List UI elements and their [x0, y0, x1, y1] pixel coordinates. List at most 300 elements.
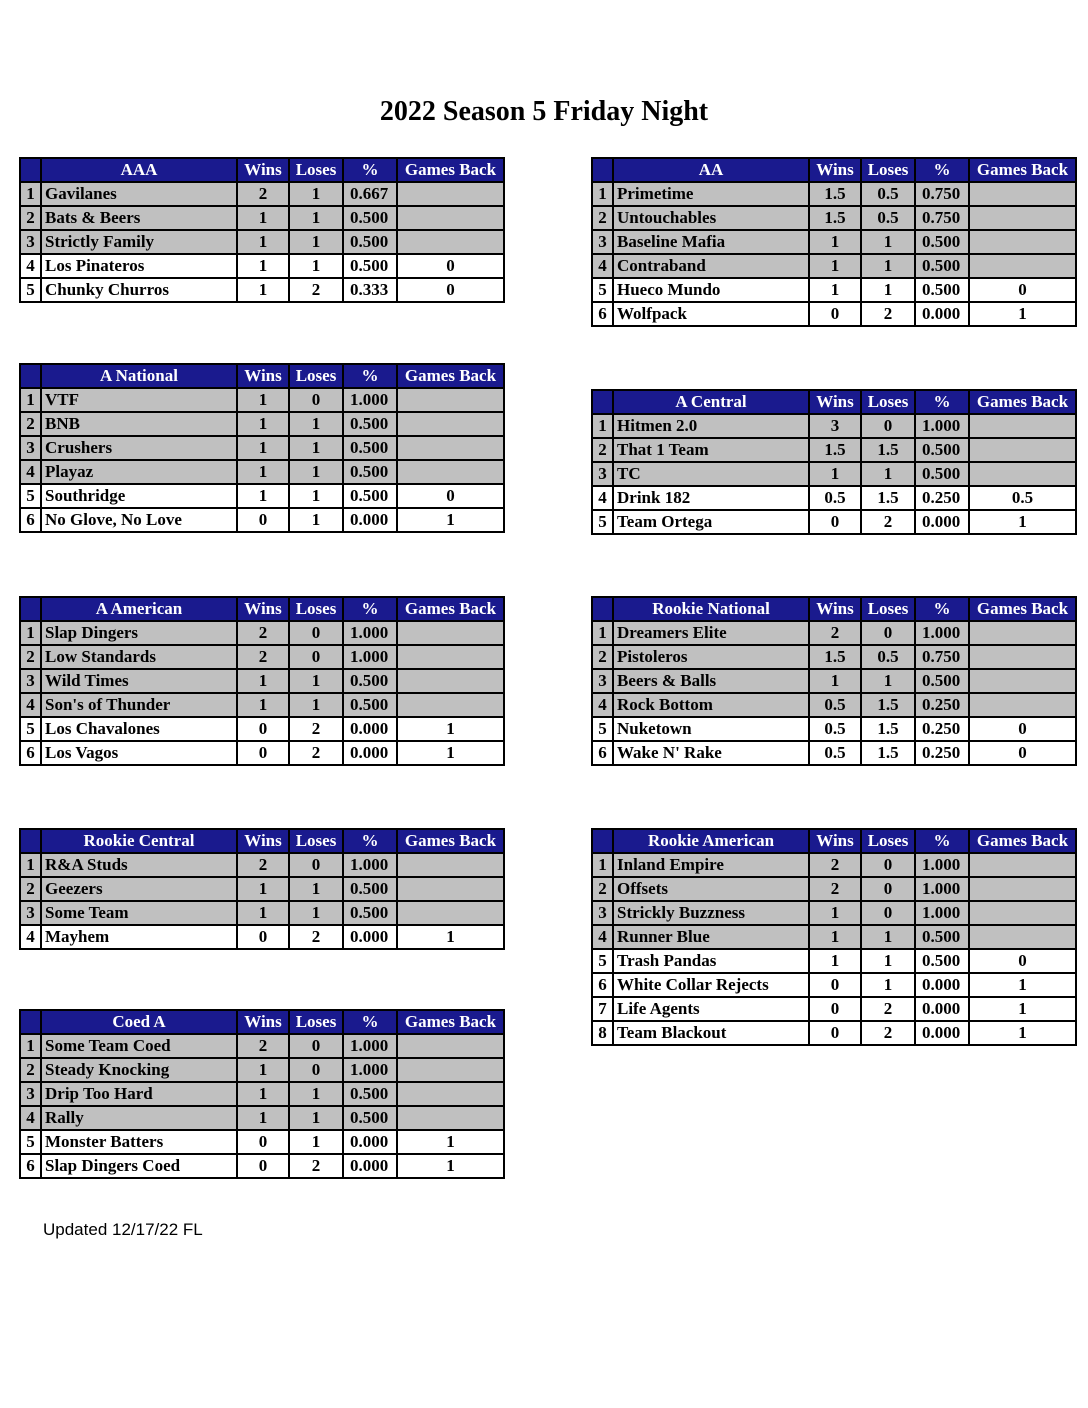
games-back-cell [397, 1106, 504, 1130]
games-back-cell: 0 [397, 484, 504, 508]
loses-cell: 1 [289, 901, 343, 925]
pct-cell: 0.000 [343, 925, 397, 949]
team-name: Life Agents [613, 997, 809, 1021]
standings-table-coed-a [19, 1009, 505, 1179]
team-name: Strictly Family [41, 230, 237, 254]
wins-cell: 0 [809, 973, 861, 997]
loses-cell: 1.5 [861, 741, 915, 765]
table-row [20, 853, 504, 877]
rank-cell: 2 [592, 645, 613, 669]
games-back-cell [969, 853, 1076, 877]
pct-cell: 0.500 [343, 484, 397, 508]
team-name: Bats & Beers [41, 206, 237, 230]
team-name: Los Chavalones [41, 717, 237, 741]
table-row [592, 510, 1076, 534]
division-name: AA [613, 158, 809, 182]
pct-cell: 0.250 [915, 717, 969, 741]
games-back-cell [969, 438, 1076, 462]
team-name: White Collar Rejects [613, 973, 809, 997]
rank-cell: 1 [20, 388, 41, 412]
rank-cell: 5 [592, 510, 613, 534]
team-name: Playaz [41, 460, 237, 484]
team-name: Primetime [613, 182, 809, 206]
games-back-cell [969, 669, 1076, 693]
rank-cell: 1 [592, 414, 613, 438]
table-row [592, 1021, 1076, 1045]
pct-header: % [915, 829, 969, 853]
rank-cell: 3 [20, 436, 41, 460]
games-back-header: Games Back [969, 390, 1076, 414]
loses-cell: 2 [861, 510, 915, 534]
pct-cell: 0.750 [915, 206, 969, 230]
table-header-row [20, 364, 504, 388]
pct-cell: 0.500 [915, 438, 969, 462]
loses-header: Loses [289, 364, 343, 388]
table-row [592, 901, 1076, 925]
rank-cell: 4 [20, 460, 41, 484]
games-back-cell [397, 621, 504, 645]
rank-cell: 6 [20, 1154, 41, 1178]
games-back-cell: 0 [969, 278, 1076, 302]
wins-cell: 0.5 [809, 693, 861, 717]
rank-header [592, 390, 613, 414]
wins-cell: 2 [237, 621, 289, 645]
pct-cell: 0.500 [915, 230, 969, 254]
wins-cell: 1 [809, 669, 861, 693]
games-back-cell [397, 1034, 504, 1058]
table-row [20, 901, 504, 925]
loses-cell: 1 [861, 949, 915, 973]
wins-cell: 1.5 [809, 206, 861, 230]
loses-header: Loses [289, 829, 343, 853]
rank-cell: 5 [20, 717, 41, 741]
standings-table-a-national [19, 363, 505, 533]
wins-cell: 2 [809, 853, 861, 877]
table-row [592, 949, 1076, 973]
rank-cell: 4 [592, 693, 613, 717]
division-name: Rookie Central [41, 829, 237, 853]
rank-header [592, 597, 613, 621]
games-back-cell: 1 [397, 1130, 504, 1154]
table-header-row [20, 597, 504, 621]
table-row [592, 206, 1076, 230]
loses-cell: 1 [289, 206, 343, 230]
pct-cell: 0.500 [915, 462, 969, 486]
rank-header [20, 829, 41, 853]
wins-cell: 0 [809, 1021, 861, 1045]
games-back-cell: 1 [969, 302, 1076, 326]
pct-cell: 0.500 [343, 436, 397, 460]
rank-header [20, 597, 41, 621]
table-row [20, 388, 504, 412]
pct-header: % [915, 390, 969, 414]
loses-cell: 0 [289, 1058, 343, 1082]
rank-cell: 1 [592, 182, 613, 206]
games-back-header: Games Back [397, 364, 504, 388]
table-row [592, 669, 1076, 693]
standings-table-a-central [591, 389, 1077, 535]
loses-cell: 1.5 [861, 486, 915, 510]
wins-cell: 1 [237, 1058, 289, 1082]
standings-table-rookie-american [591, 828, 1077, 1046]
loses-cell: 1 [861, 230, 915, 254]
pct-cell: 0.333 [343, 278, 397, 302]
wins-cell: 3 [809, 414, 861, 438]
wins-cell: 1 [237, 1082, 289, 1106]
wins-cell: 1 [237, 278, 289, 302]
team-name: Los Vagos [41, 741, 237, 765]
team-name: Low Standards [41, 645, 237, 669]
wins-cell: 1 [809, 462, 861, 486]
pct-cell: 0.500 [343, 460, 397, 484]
pct-cell: 0.000 [343, 1154, 397, 1178]
loses-cell: 1 [861, 278, 915, 302]
rank-header [592, 829, 613, 853]
loses-cell: 0.5 [861, 182, 915, 206]
wins-cell: 1 [237, 206, 289, 230]
table-header-row [592, 829, 1076, 853]
games-back-header: Games Back [397, 597, 504, 621]
loses-cell: 0 [289, 1034, 343, 1058]
team-name: Wake N' Rake [613, 741, 809, 765]
team-name: Drink 182 [613, 486, 809, 510]
wins-cell: 0 [809, 997, 861, 1021]
rank-cell: 5 [592, 717, 613, 741]
pct-cell: 1.000 [343, 388, 397, 412]
games-back-cell: 0 [397, 278, 504, 302]
wins-cell: 2 [809, 877, 861, 901]
team-name: Hueco Mundo [613, 278, 809, 302]
rank-cell: 2 [592, 206, 613, 230]
loses-cell: 2 [289, 278, 343, 302]
games-back-header: Games Back [969, 597, 1076, 621]
loses-cell: 0 [861, 853, 915, 877]
pct-cell: 0.500 [915, 278, 969, 302]
team-name: Monster Batters [41, 1130, 237, 1154]
loses-cell: 2 [289, 925, 343, 949]
wins-cell: 1 [809, 254, 861, 278]
team-name: Some Team [41, 901, 237, 925]
wins-cell: 0 [237, 741, 289, 765]
table-row [20, 436, 504, 460]
loses-cell: 2 [861, 1021, 915, 1045]
table-row [20, 925, 504, 949]
table-row [20, 741, 504, 765]
pct-cell: 0.500 [343, 669, 397, 693]
loses-cell: 1 [289, 460, 343, 484]
table-row [592, 853, 1076, 877]
games-back-header: Games Back [397, 158, 504, 182]
table-row [592, 302, 1076, 326]
team-name: Runner Blue [613, 925, 809, 949]
updated-note: Updated 12/17/22 FL [43, 1220, 203, 1239]
team-name: Mayhem [41, 925, 237, 949]
table-row [20, 669, 504, 693]
wins-cell: 1 [237, 669, 289, 693]
pct-cell: 0.000 [915, 997, 969, 1021]
loses-cell: 1 [289, 436, 343, 460]
table-row [20, 1154, 504, 1178]
pct-cell: 0.500 [343, 877, 397, 901]
loses-cell: 0 [289, 853, 343, 877]
games-back-header: Games Back [969, 829, 1076, 853]
games-back-cell: 0 [969, 717, 1076, 741]
loses-cell: 1 [861, 669, 915, 693]
pct-cell: 0.500 [343, 901, 397, 925]
pct-cell: 1.000 [915, 853, 969, 877]
rank-cell: 5 [20, 278, 41, 302]
team-name: Chunky Churros [41, 278, 237, 302]
table-row [20, 1082, 504, 1106]
wins-cell: 1 [237, 901, 289, 925]
team-name: Slap Dingers Coed [41, 1154, 237, 1178]
loses-cell: 1 [289, 182, 343, 206]
pct-cell: 0.500 [915, 925, 969, 949]
rank-header [20, 158, 41, 182]
team-name: VTF [41, 388, 237, 412]
table-row [20, 254, 504, 278]
team-name: Rally [41, 1106, 237, 1130]
team-name: Gavilanes [41, 182, 237, 206]
pct-cell: 0.000 [915, 302, 969, 326]
team-name: That 1 Team [613, 438, 809, 462]
pct-cell: 0.500 [915, 669, 969, 693]
wins-cell: 1 [237, 460, 289, 484]
rank-cell: 1 [20, 853, 41, 877]
division-name: A Central [613, 390, 809, 414]
pct-header: % [343, 364, 397, 388]
table-header-row [20, 829, 504, 853]
loses-cell: 1 [861, 973, 915, 997]
team-name: Nuketown [613, 717, 809, 741]
loses-cell: 1 [289, 484, 343, 508]
loses-cell: 1 [289, 230, 343, 254]
table-row [592, 278, 1076, 302]
rank-cell: 6 [592, 973, 613, 997]
games-back-cell [397, 412, 504, 436]
table-row [20, 182, 504, 206]
games-back-cell [969, 645, 1076, 669]
rank-cell: 2 [20, 206, 41, 230]
wins-cell: 1 [237, 254, 289, 278]
team-name: Son's of Thunder [41, 693, 237, 717]
games-back-header: Games Back [969, 158, 1076, 182]
wins-header: Wins [809, 597, 861, 621]
wins-cell: 1 [237, 230, 289, 254]
loses-cell: 1.5 [861, 717, 915, 741]
table-row [592, 462, 1076, 486]
division-name: A National [41, 364, 237, 388]
pct-cell: 0.500 [343, 412, 397, 436]
loses-cell: 1 [289, 877, 343, 901]
wins-cell: 1 [237, 412, 289, 436]
table-row [592, 414, 1076, 438]
loses-cell: 1 [289, 1130, 343, 1154]
wins-cell: 1 [237, 484, 289, 508]
table-row [592, 997, 1076, 1021]
team-name: Los Pinateros [41, 254, 237, 278]
rank-cell: 1 [592, 853, 613, 877]
games-back-cell: 1 [969, 973, 1076, 997]
loses-cell: 2 [289, 741, 343, 765]
wins-cell: 1 [237, 388, 289, 412]
page-title: 2022 Season 5 Friday Night [379, 96, 709, 127]
loses-cell: 1 [289, 693, 343, 717]
loses-cell: 0 [289, 645, 343, 669]
table-row [20, 1058, 504, 1082]
wins-cell: 0.5 [809, 486, 861, 510]
team-name: Dreamers Elite [613, 621, 809, 645]
wins-header: Wins [237, 597, 289, 621]
rank-cell: 3 [592, 901, 613, 925]
team-name: Southridge [41, 484, 237, 508]
table-row [20, 460, 504, 484]
wins-cell: 1.5 [809, 645, 861, 669]
games-back-cell [397, 460, 504, 484]
wins-cell: 0 [237, 1154, 289, 1178]
wins-cell: 2 [237, 1034, 289, 1058]
pct-header: % [343, 829, 397, 853]
rank-cell: 4 [20, 925, 41, 949]
pct-cell: 0.250 [915, 693, 969, 717]
team-name: Slap Dingers [41, 621, 237, 645]
table-row [592, 254, 1076, 278]
games-back-cell: 1 [969, 510, 1076, 534]
wins-cell: 0 [809, 302, 861, 326]
wins-cell: 1 [809, 901, 861, 925]
table-row [592, 717, 1076, 741]
team-name: Steady Knocking [41, 1058, 237, 1082]
pct-cell: 1.000 [343, 853, 397, 877]
rank-cell: 3 [20, 669, 41, 693]
team-name: Team Blackout [613, 1021, 809, 1045]
pct-cell: 0.500 [343, 1106, 397, 1130]
games-back-cell [969, 254, 1076, 278]
pct-cell: 0.500 [343, 206, 397, 230]
pct-cell: 0.000 [343, 717, 397, 741]
rank-cell: 2 [592, 877, 613, 901]
games-back-cell: 1 [397, 741, 504, 765]
wins-cell: 0 [237, 508, 289, 532]
wins-cell: 0 [237, 925, 289, 949]
team-name: Offsets [613, 877, 809, 901]
loses-cell: 1.5 [861, 438, 915, 462]
table-row [20, 412, 504, 436]
games-back-cell: 0 [397, 254, 504, 278]
wins-header: Wins [809, 390, 861, 414]
table-header-row [592, 390, 1076, 414]
pct-cell: 1.000 [915, 414, 969, 438]
table-row [592, 621, 1076, 645]
games-back-cell [969, 230, 1076, 254]
wins-cell: 1 [809, 230, 861, 254]
wins-header: Wins [809, 158, 861, 182]
team-name: Rock Bottom [613, 693, 809, 717]
games-back-cell [397, 182, 504, 206]
loses-cell: 0 [861, 901, 915, 925]
games-back-cell [969, 462, 1076, 486]
table-row [20, 484, 504, 508]
games-back-cell [397, 436, 504, 460]
pct-cell: 1.000 [343, 621, 397, 645]
wins-cell: 1 [809, 925, 861, 949]
wins-cell: 1.5 [809, 182, 861, 206]
loses-cell: 1 [289, 669, 343, 693]
team-name: Hitmen 2.0 [613, 414, 809, 438]
loses-header: Loses [289, 1010, 343, 1034]
loses-cell: 1 [289, 508, 343, 532]
table-row [20, 1034, 504, 1058]
pct-cell: 1.000 [343, 1058, 397, 1082]
rank-header [20, 1010, 41, 1034]
pct-header: % [343, 1010, 397, 1034]
games-back-cell: 1 [397, 508, 504, 532]
rank-cell: 6 [20, 508, 41, 532]
table-row [592, 877, 1076, 901]
games-back-cell [397, 1058, 504, 1082]
games-back-cell [397, 901, 504, 925]
loses-cell: 1 [861, 462, 915, 486]
games-back-header: Games Back [397, 1010, 504, 1034]
rank-cell: 6 [20, 741, 41, 765]
rank-cell: 1 [20, 621, 41, 645]
loses-cell: 0 [861, 414, 915, 438]
wins-cell: 1.5 [809, 438, 861, 462]
table-row [20, 877, 504, 901]
wins-cell: 1 [237, 877, 289, 901]
loses-cell: 0 [289, 388, 343, 412]
wins-header: Wins [237, 829, 289, 853]
loses-header: Loses [861, 390, 915, 414]
games-back-cell [969, 621, 1076, 645]
wins-cell: 1 [237, 436, 289, 460]
table-row [20, 621, 504, 645]
games-back-cell [397, 693, 504, 717]
rank-cell: 8 [592, 1021, 613, 1045]
pct-cell: 0.750 [915, 182, 969, 206]
loses-header: Loses [861, 829, 915, 853]
pct-cell: 1.000 [343, 1034, 397, 1058]
pct-cell: 0.500 [343, 693, 397, 717]
rank-header [592, 158, 613, 182]
table-row [20, 278, 504, 302]
table-row [20, 1106, 504, 1130]
wins-cell: 2 [809, 621, 861, 645]
rank-cell: 3 [592, 669, 613, 693]
table-row [20, 693, 504, 717]
rank-cell: 7 [592, 997, 613, 1021]
wins-header: Wins [237, 158, 289, 182]
rank-cell: 3 [592, 230, 613, 254]
rank-cell: 2 [592, 438, 613, 462]
team-name: Beers & Balls [613, 669, 809, 693]
rank-cell: 5 [20, 484, 41, 508]
wins-cell: 2 [237, 182, 289, 206]
loses-header: Loses [289, 597, 343, 621]
pct-cell: 0.000 [915, 973, 969, 997]
wins-cell: 0 [809, 510, 861, 534]
table-header-row [20, 158, 504, 182]
games-back-cell: 0 [969, 949, 1076, 973]
pct-cell: 0.750 [915, 645, 969, 669]
team-name: Untouchables [613, 206, 809, 230]
loses-header: Loses [289, 158, 343, 182]
pct-cell: 0.250 [915, 741, 969, 765]
table-row [592, 693, 1076, 717]
table-row [20, 206, 504, 230]
games-back-cell: 0.5 [969, 486, 1076, 510]
team-name: Some Team Coed [41, 1034, 237, 1058]
